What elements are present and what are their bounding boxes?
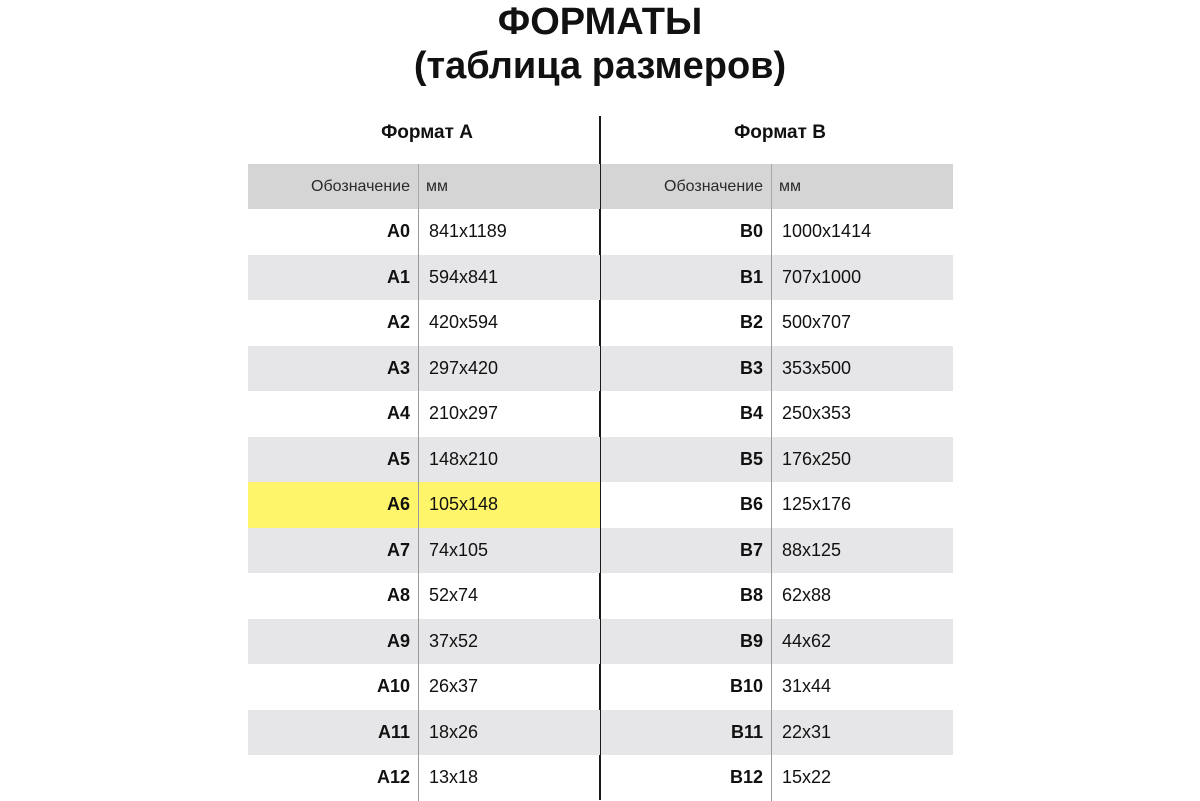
format-size: 500x707 (782, 312, 852, 333)
format-code: A3 (386, 357, 410, 378)
format-a-row-a11 (248, 710, 600, 756)
format-size: 22x31 (782, 721, 832, 742)
format-code: B11 (730, 721, 763, 742)
format-code: B12 (729, 767, 763, 788)
format-b-row-b4 (601, 391, 953, 437)
format-a-row-a2 (248, 300, 600, 346)
format-code: A1 (386, 266, 410, 287)
format-size: 210x297 (429, 403, 499, 424)
format-size: 26x37 (429, 676, 479, 697)
format-code: A8 (386, 585, 410, 606)
mm-column-header: мм (779, 177, 801, 195)
format-code: B9 (739, 630, 763, 651)
format-a-row-a8 (248, 573, 600, 619)
format-size: 594x841 (429, 266, 499, 287)
format-size: 1000x1414 (782, 221, 872, 242)
format-code: B0 (739, 221, 763, 242)
format-size: 176x250 (782, 448, 852, 469)
format-code: A9 (386, 630, 410, 651)
format-a-row-a4 (248, 391, 600, 437)
format-a-row-a6 (248, 482, 600, 528)
format-b-row-b9 (601, 619, 953, 665)
format-a-row-a0 (248, 209, 600, 255)
format-size: 353x500 (782, 357, 852, 378)
format-code: B6 (739, 494, 763, 515)
format-code: B8 (739, 585, 763, 606)
format-b-row-b2 (601, 300, 953, 346)
format-size: 297x420 (429, 357, 499, 378)
format-code: B10 (729, 676, 763, 697)
mm-column-header: мм (426, 177, 448, 195)
format-a-table (248, 164, 600, 801)
format-size: 841x1189 (429, 221, 507, 242)
format-size: 105x148 (429, 494, 499, 515)
format-b-row-b10 (601, 664, 953, 710)
format-code: A2 (386, 312, 410, 333)
format-code: A10 (376, 676, 410, 697)
format-b-row-b0 (601, 209, 953, 255)
format-size: 13x18 (429, 767, 479, 788)
format-code: B1 (739, 266, 763, 287)
format-size: 420x594 (429, 312, 499, 333)
format-b-table (601, 164, 953, 801)
format-code: A5 (386, 448, 410, 469)
format-code: A4 (386, 403, 410, 424)
format-size: 148x210 (429, 448, 499, 469)
format-a-row-a1 (248, 255, 600, 301)
format-b-heading: Формат В (734, 122, 826, 143)
format-a-row-a12 (248, 755, 600, 801)
format-code: B4 (739, 403, 763, 424)
format-b-row-b5 (601, 437, 953, 483)
format-b-row-b6 (601, 482, 953, 528)
format-b-header-row (601, 164, 953, 209)
format-a-row-a5 (248, 437, 600, 483)
format-a-rows (248, 209, 600, 801)
format-size: 125x176 (782, 494, 852, 515)
page-title: ФОРМАТЫ (497, 1, 703, 43)
format-b-row-b12 (601, 755, 953, 801)
format-code: A7 (386, 539, 410, 560)
format-size: 44x62 (782, 630, 832, 651)
format-a-header-row (248, 164, 600, 209)
designation-column-header: Обозначение (311, 177, 410, 195)
format-size: 74x105 (429, 539, 489, 560)
format-code: A6 (386, 494, 410, 515)
format-size: 52x74 (429, 585, 479, 606)
format-size: 88x125 (782, 539, 842, 560)
format-b-row-b7 (601, 528, 953, 574)
format-code: B2 (739, 312, 763, 333)
designation-column-header: Обозначение (664, 177, 763, 195)
format-b-row-b11 (601, 710, 953, 756)
format-size: 18x26 (429, 721, 479, 742)
format-code: B5 (739, 448, 763, 469)
format-a-row-a9 (248, 619, 600, 665)
format-code: A0 (386, 221, 410, 242)
format-size: 250x353 (782, 403, 852, 424)
format-size: 707x1000 (782, 266, 862, 287)
format-b-row-b3 (601, 346, 953, 392)
format-code: B7 (739, 539, 763, 560)
format-size: 15x22 (782, 767, 832, 788)
format-size: 37x52 (429, 630, 479, 651)
format-size: 62x88 (782, 585, 832, 606)
format-b-row-b1 (601, 255, 953, 301)
page-subtitle: (таблица размеров) (413, 45, 787, 87)
format-b-row-b8 (601, 573, 953, 619)
format-a-row-a10 (248, 664, 600, 710)
format-a-heading: Формат А (381, 122, 473, 143)
format-a-row-a7 (248, 528, 600, 574)
format-b-rows (601, 209, 953, 801)
format-a-row-a3 (248, 346, 600, 392)
format-code: B3 (739, 357, 763, 378)
format-size: 31x44 (782, 676, 832, 697)
format-code: A12 (376, 767, 410, 788)
format-code: A11 (377, 721, 410, 742)
